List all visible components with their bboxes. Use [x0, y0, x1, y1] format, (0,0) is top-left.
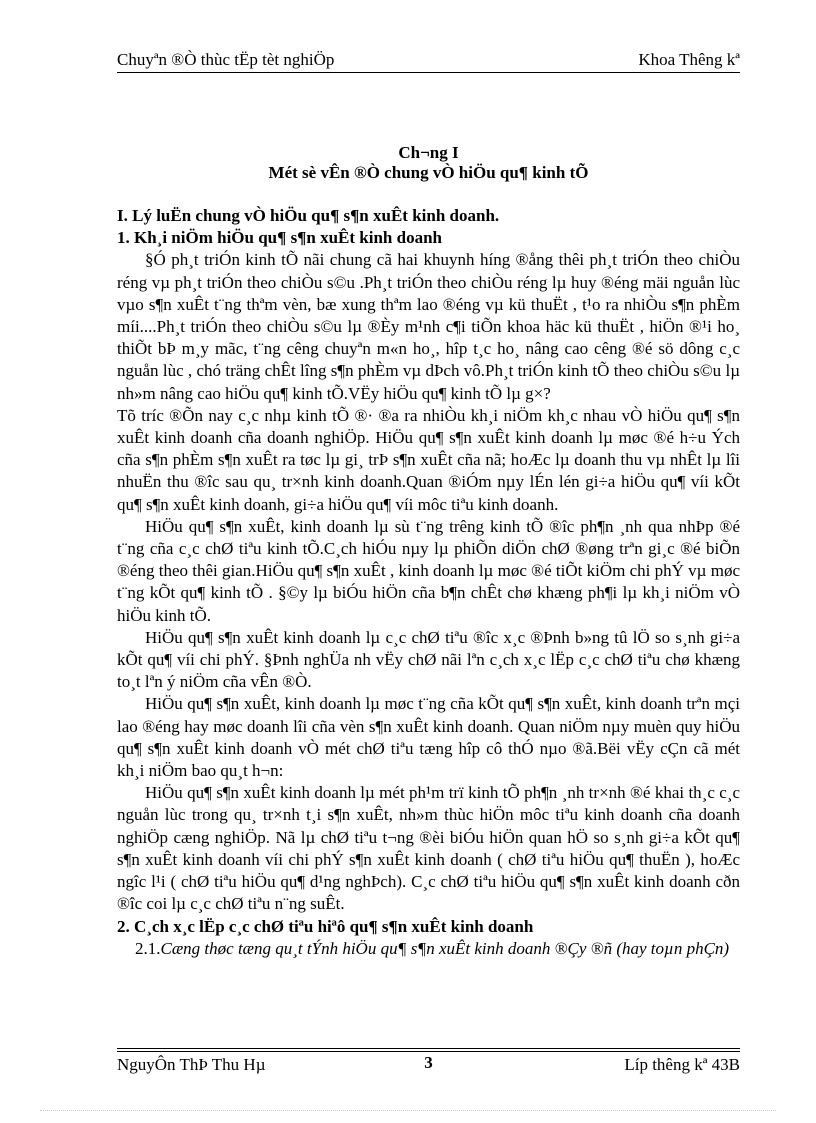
header-rule: [117, 72, 740, 73]
footer-rule-top: [117, 1048, 740, 1049]
paragraph-2: Tõ tríc ®Õn nay c¸c nhµ kinh tÕ ®· ®a ra nhiÒu kh¸i niÖm kh¸c nhau vÒ hiÖu qu¶ s¶n xuÊt kinh doanh cña doanh nghiÖp. HiÖu qu¶ s¶n xuÊt kinh doanh lµ møc ®é h÷u Ých cña s¶n phÈm s¶n xuÊt ra tøc lµ gi¸ trÞ s¶n xuÊt cña nã; hoÆc lµ doanh thu vµ nhÊt lµ lîi nhuËn thu ®îc sau qu¸ tr×nh kinh doanh.Quan ®iÓm nµy lÉn lén gi÷a hiÖu qu¶ víi kÕt qu¶ s¶n xuÊt kinh doanh, gi÷a hiÖu qu¶ víi môc tiªu kinh doanh.: [117, 405, 740, 514]
page-header: [117, 50, 740, 72]
chapter-number: Ch¬ng I: [398, 143, 459, 162]
subsection-heading-2: 2. C¸ch x¸c lËp c¸c chØ tiªu hiªô qu¶ s¶n xuÊt kinh doanh: [117, 916, 534, 936]
subsection-2-1-number: 2.1.: [135, 938, 161, 958]
paragraph-5: HiÖu qu¶ s¶n xuÊt, kinh doanh lµ møc t¨ng cña kÕt qu¶ s¶n xuÊt, kinh doanh trªn mçi lao ®éng hay møc doanh lîi cña vèn s¶n xuÊt kinh doanh. Quan niÖm nµy muèn quy hiÖu qu¶ s¶n xuÊt kinh doanh vÒ mét chØ tiªu tæng hîp cô thÓ nµo ®ã.Bëi vËy cÇn cã mét kh¸i niÖm bao qu¸t h¬n:: [117, 694, 740, 781]
section-heading: I. Lý luËn chung vÒ hiÖu qu¶ s¶n xuÊt kinh doanh.: [117, 206, 500, 225]
paragraph-1: §Ó ph¸t triÓn kinh tÕ nãi chung cã hai khuynh híng ®ång thêi ph¸t triÓn theo chiÒu réng vµ ph¸t triÓn theo chiÒu s©u .Ph¸t triÓn theo chiÒu réng lµ huy ®éng mäi nguån lùc vµo s¶n xuÊt t¨ng thªm vèn, bæ xung thªm lao ®éng vµ kü thuËt , t¹o ra nhiÒu s¶n phÈm míi....Ph¸t triÓn theo chiÒu s©u lµ ®Èy m¹nh c¶i tiÕn khoa häc kü thuËt , hiÖn ®¹i ho¸ thiÕt bÞ m¸y mãc, t¨ng cêng chuyªn m«n ho¸, hîp t¸c ho¸ nâng cao cêng ®é sö dông c¸c nguån lùc , chó träng chÊt lîng s¶n phÈm vµ dÞch vô.Ph¸t triÓn kinh tÕ theo chiÒu s©u lµ nh»m nâng cao hiÖu qu¶ kinh tÕ.VËy hiÖu qu¶ kinh tÕ lµ g×?: [117, 250, 740, 403]
document-body: [117, 205, 740, 960]
header-faculty: Khoa Thêng kª: [638, 50, 740, 69]
footer-author: NguyÔn ThÞ Thu Hµ: [117, 1055, 266, 1074]
subsection-2-1-title: Cæng thøc tæng qu¸t tÝnh hiÖu qu¶ s¶n xuÊt kinh doanh ®Çy ®ñ (hay toµn phÇn): [160, 938, 730, 958]
chapter-title: Mét sè vÊn ®Ò chung vÒ hiÖu qu¶ kinh tÕ: [268, 163, 589, 182]
paragraph-4: HiÖu qu¶ s¶n xuÊt kinh doanh lµ c¸c chØ tiªu ®îc x¸c ®Þnh b»ng tû lÖ so s¸nh gi÷a kÕt qu¶ víi chi phÝ. §Þnh nghÜa nh vËy chØ nãi lªn c¸ch x¸c lËp c¸c chØ tiªu chø khæng to¸t lªn ý niÖm cña vÊn ®Ò.: [117, 627, 740, 692]
page-number: 3: [424, 1053, 433, 1072]
paragraph-6: HiÖu qu¶ s¶n xuÊt kinh doanh lµ mét ph¹m trï kinh tÕ ph¶n ¸nh tr×nh ®é khai th¸c c¸c nguån lùc trong qu¸ tr×nh t¸i s¶n xuÊt, nh»m thùc hiÖn môc tiªu kinh doanh cña doanh nghiÖp cæng nghiÖp. Nã lµ chØ tiªu t¬ng ®èi biÓu hiÖn quan hÖ so s¸nh gi÷a kÕt qu¶ s¶n xuÊt kinh doanh víi chi phÝ s¶n xuÊt kinh doanh ( chØ tiªu hiÖu qu¶ thuËn ), hoÆc ngîc l¹i ( chØ tiªu hiÖu qu¶ d¹ng nghÞch). C¸c chØ tiªu hiÖu qu¶ s¶n xuÊt kinh doanh cðn ®îc coi lµ c¸c chØ tiªu n¨ng suÊt.: [117, 783, 740, 914]
page-break-dotted-line: [40, 1110, 776, 1111]
paragraph-3: HiÖu qu¶ s¶n xuÊt, kinh doanh lµ sù t¨ng trêng kinh tÕ ®îc ph¶n ¸nh qua nhÞp ®é t¨ng cña c¸c chØ tiªu kinh tÕ.C¸ch hiÓu nµy lµ phiÕn diÖn chØ ®øng trªn gi¸c ®é biÕn ®éng theo thêi gian.HiÖu qu¶ s¶n xuÊt , kinh doanh lµ møc ®é tiÕt kiÖm chi phÝ vµ møc t¨ng kÕt qu¶ kinh tÕ . §©y lµ biÓu hiÖn cña b¶n chÊt chø khæng ph¶i lµ kh¸i niÖm vÒ hiÖu kinh tÕ.: [117, 516, 740, 625]
footer-class: Líp thêng kª 43B: [624, 1055, 740, 1074]
footer-rule-bottom: [117, 1051, 740, 1052]
header-thesis-title: Chuyªn ®Ò thùc tËp tèt nghiÖp: [117, 50, 335, 69]
page-footer: [117, 1055, 740, 1079]
subsection-heading-1: 1. Kh¸i niÖm hiÖu qu¶ s¶n xuÊt kinh doanh: [117, 228, 442, 248]
subsection-2-1: [117, 938, 740, 960]
